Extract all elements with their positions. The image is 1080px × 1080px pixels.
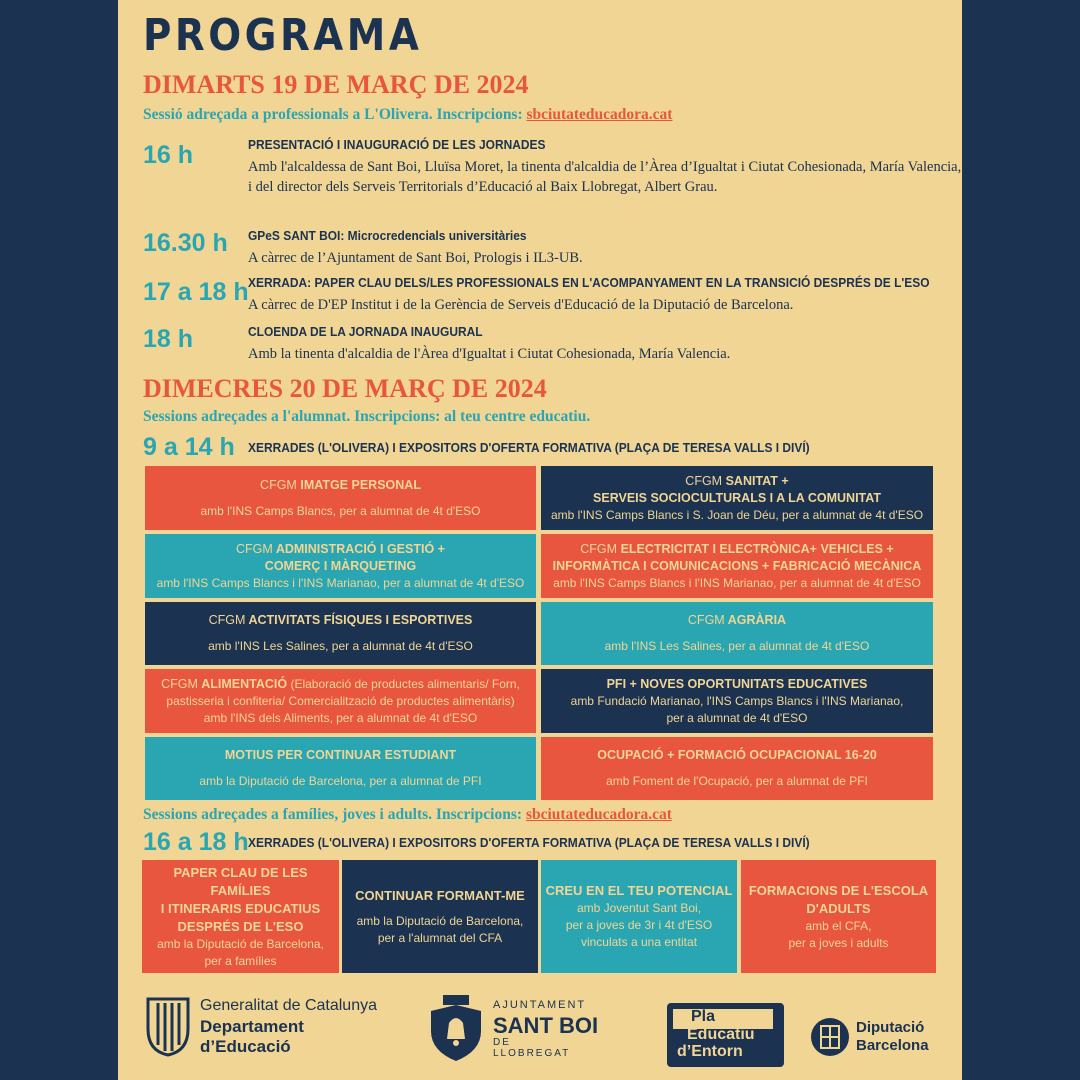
box-title-line2: D'ADULTS: [806, 900, 871, 916]
gencat-name: Generalitat de Catalunya: [200, 997, 377, 1014]
box-subtitle: amb l'INS Camps Blancs i S. Joan de Déu, per a alumnat de 4t d'ESO: [550, 507, 924, 522]
course-box-agraria: [541, 602, 933, 665]
box-prefix: CFGM: [208, 613, 246, 627]
day2-note: Sessions adreçades a l'alumnat. Inscripcions: al teu centre educatiu.: [143, 408, 591, 425]
box-subtitle-line2: per a joves de 3r i 4t d'ESO: [565, 918, 713, 932]
box-subtitle-line2: per a joves i adults: [788, 935, 889, 950]
santboi-line2: SANT BOI: [493, 1013, 599, 1038]
box-subtitle-line3: vinculats a una entitat: [580, 935, 698, 949]
box-title-line3: DESPRÉS DE L'ESO: [177, 918, 304, 934]
session-time: 16 a 18 h: [143, 828, 249, 856]
event-title: PRESENTACIÓ I INAUGURACIÓ DE LES JORNADES: [248, 137, 546, 152]
course-box-electricitat: [541, 534, 933, 598]
course-box-sanitat: [541, 466, 933, 530]
box-prefix: CFGM: [161, 676, 198, 691]
box-subtitle: amb l'INS Camps Blancs i l'INS Marianao, per a alumnat de 4t d'ESO: [553, 575, 921, 590]
gencat-logo: [140, 995, 400, 1065]
box-title: ELECTRICITAT I ELECTRÒNICA+ VEHICLES +: [620, 541, 894, 556]
course-box-imatge-personal: [145, 466, 536, 530]
box-subtitle-line2: per a l'alumnat del CFA: [377, 930, 503, 945]
box-prefix: CFGM: [260, 477, 297, 492]
box-prefix: CFGM: [685, 473, 723, 488]
box-subtitle: amb l'INS dels Aliments, per a alumnat de 4t d'ESO: [203, 710, 478, 725]
box-subtitle-line2: per a famílies: [204, 953, 277, 968]
event-time: 18 h: [143, 325, 194, 353]
box-title-detail: (Elaboració de productes alimentaris/ Forn,: [290, 676, 520, 691]
box-title-line2: SERVEIS SOCIOCULTURALS I A LA COMUNITAT: [593, 490, 881, 505]
family-box-paper-clau: [142, 860, 339, 973]
day2-note2-text: Sessions adreçades a famílies, joves i adults. Inscripcions:: [143, 806, 523, 823]
box-title: PAPER CLAU DE LES FAMÍLIES: [173, 864, 308, 898]
course-box-alimentacio: [145, 669, 536, 733]
box-title: FORMACIONS DE L'ESCOLA: [748, 882, 929, 898]
session-title: XERRADES (L'OLIVERA) I EXPOSITORS D'OFERTA FORMATIVA (PLAÇA DE TERESA VALLS I DIVÍ): [248, 835, 810, 850]
pla-line3: d’Entorn: [677, 1043, 743, 1060]
box-title: ALIMENTACIÓ: [201, 676, 288, 691]
day2-note-families: [143, 806, 672, 824]
box-title: SANITAT +: [725, 473, 789, 488]
box-detail: pastisseria i confiteria/ Comercialització de productes alimentàris): [166, 693, 515, 708]
gencat-department: Departament: [200, 1017, 304, 1036]
course-box-motius: [145, 737, 536, 800]
box-subtitle: amb el CFA,: [805, 918, 872, 933]
box-prefix: CFGM: [580, 541, 618, 556]
box-title: CREU EN EL TEU POTENCIAL: [545, 883, 733, 898]
box-subtitle: amb l'INS Les Salines, per a alumnat de 4t d'ESO: [208, 639, 473, 653]
box-title-line2: I ITINERARIS EDUCATIUS: [160, 900, 321, 916]
course-box-activitats-fisiques: [145, 602, 536, 665]
box-title: CONTINUAR FORMANT-ME: [355, 887, 525, 903]
box-subtitle: amb l'INS Les Salines, per a alumnat de 4t d'ESO: [604, 639, 870, 653]
diputacio-emblem-icon: [810, 1017, 850, 1057]
santboi-line3: DE LLOBREGAT: [493, 1037, 571, 1059]
box-subtitle: amb la Diputació de Barcelona,: [157, 936, 324, 951]
day1-note: [143, 106, 672, 124]
day1-heading: DIMARTS 19 DE MARÇ DE 2024: [143, 70, 529, 99]
box-subtitle: amb Foment de l'Ocupació, per a alumnat de PFI: [606, 774, 868, 788]
page-title: PROGRAMA: [143, 10, 423, 61]
box-subtitle: amb l'INS Camps Blancs, per a alumnat de 4t d'ESO: [200, 503, 481, 518]
session-title: XERRADES (L'OLIVERA) I EXPOSITORS D'OFERTA FORMATIVA (PLAÇA DE TERESA VALLS I DIVÍ): [248, 440, 810, 455]
course-box-pfi: [541, 669, 933, 733]
day2-registration-link[interactable]: sbciutateducadora.cat: [525, 806, 672, 823]
pla-line1: Pla: [691, 1008, 716, 1025]
box-title: AGRÀRIA: [727, 613, 787, 627]
box-subtitle-line2: per a alumnat de 4t d'ESO: [666, 710, 808, 725]
box-subtitle: amb Fundació Marianao, l'INS Camps Blancs i l'INS Marianao,: [570, 693, 904, 708]
event-description: A càrrec de D'EP Institut i de la Gerència de Serveis d'Educació de la Diputació de Barcelona.: [248, 297, 794, 313]
family-box-creu: [541, 860, 737, 973]
event-title: XERRADA: PAPER CLAU DELS/LES PROFESSIONALS EN L'ACOMPANYAMENT EN LA TRANSICIÓ DESPRÉS DE L'ESO: [248, 275, 930, 290]
pla-line2: Educatiu: [687, 1026, 755, 1043]
box-title-line2: INFORMÀTICA I COMUNICACIONS + FABRICACIÓ MECÀNICA: [552, 558, 922, 573]
family-box-continuar: [342, 860, 538, 973]
event-description: A càrrec de l’Ajuntament de Sant Boi, Prologis i IL3-UB.: [248, 250, 583, 266]
event-time: 16.30 h: [143, 229, 228, 257]
box-title-line2: COMERÇ I MÀRQUETING: [264, 558, 417, 573]
box-title: ADMINISTRACIÓ I GESTIÓ +: [275, 541, 445, 556]
gencat-education: d’Educació: [200, 1037, 291, 1056]
santboi-line1: AJUNTAMENT: [493, 999, 587, 1011]
box-title: ACTIVITATS FÍSIQUES I ESPORTIVES: [248, 613, 473, 627]
day1-registration-link[interactable]: sbciutateducadora.cat: [526, 106, 673, 123]
box-title: IMATGE PERSONAL: [300, 477, 421, 492]
event-description: Amb l'alcaldessa de Sant Boi, Lluïsa Moret, la tinenta d'alcaldia de l’Àrea d’Igualtat i Ciutat Cohesionada, María Valencia, i del director dels Serveis Territorials d’Educació al Baix Llobregat, Albert Grau.: [248, 159, 962, 195]
day2-heading: DIMECRES 20 DE MARÇ DE 2024: [143, 374, 547, 403]
event-time: 16 h: [143, 141, 194, 169]
event-description: Amb la tinenta d'alcaldia de l'Àrea d'Igualtat i Ciutat Cohesionada, María Valencia.: [248, 346, 731, 362]
event-title: CLOENDA DE LA JORNADA INAUGURAL: [248, 324, 483, 339]
course-box-ocupacio: [541, 737, 933, 800]
event-time: 17 a 18 h: [143, 278, 249, 306]
pla-educatiu-logo: [667, 1003, 782, 1065]
event-title: GPeS SANT BOI: Microcredencials universitàries: [248, 228, 527, 243]
box-title: OCUPACIÓ + FORMACIÓ OCUPACIONAL 16-20: [597, 748, 877, 762]
session-time: 9 a 14 h: [143, 433, 235, 461]
diputacio-line2: Barcelona: [856, 1037, 929, 1054]
box-subtitle: amb l'INS Camps Blancs i l'INS Marianao, per a alumnat de 4t d'ESO: [156, 575, 525, 590]
diputacio-logo: [810, 1017, 940, 1062]
day1-note-text: Sessió adreçada a professionals a L'Olivera. Inscripcions:: [143, 106, 523, 123]
diputacio-line1: Diputació: [856, 1019, 925, 1036]
box-subtitle: amb la Diputació de Barcelona,: [356, 913, 524, 928]
family-box-escola-adults: [741, 860, 936, 973]
box-subtitle: amb Joventut Sant Boi,: [576, 901, 702, 915]
santboi-shield-icon: [425, 993, 487, 1065]
senyera-emblem-icon: [144, 995, 192, 1057]
box-subtitle: amb la Diputació de Barcelona, per a alumnat de PFI: [199, 774, 482, 788]
course-box-administracio: [145, 534, 536, 598]
box-title: MOTIUS PER CONTINUAR ESTUDIANT: [224, 748, 457, 762]
box-title: PFI + NOVES OPORTUNITATS EDUCATIVES: [606, 676, 868, 691]
santboi-logo: [425, 993, 599, 1063]
box-prefix: CFGM: [687, 613, 725, 627]
box-prefix: CFGM: [236, 541, 273, 556]
